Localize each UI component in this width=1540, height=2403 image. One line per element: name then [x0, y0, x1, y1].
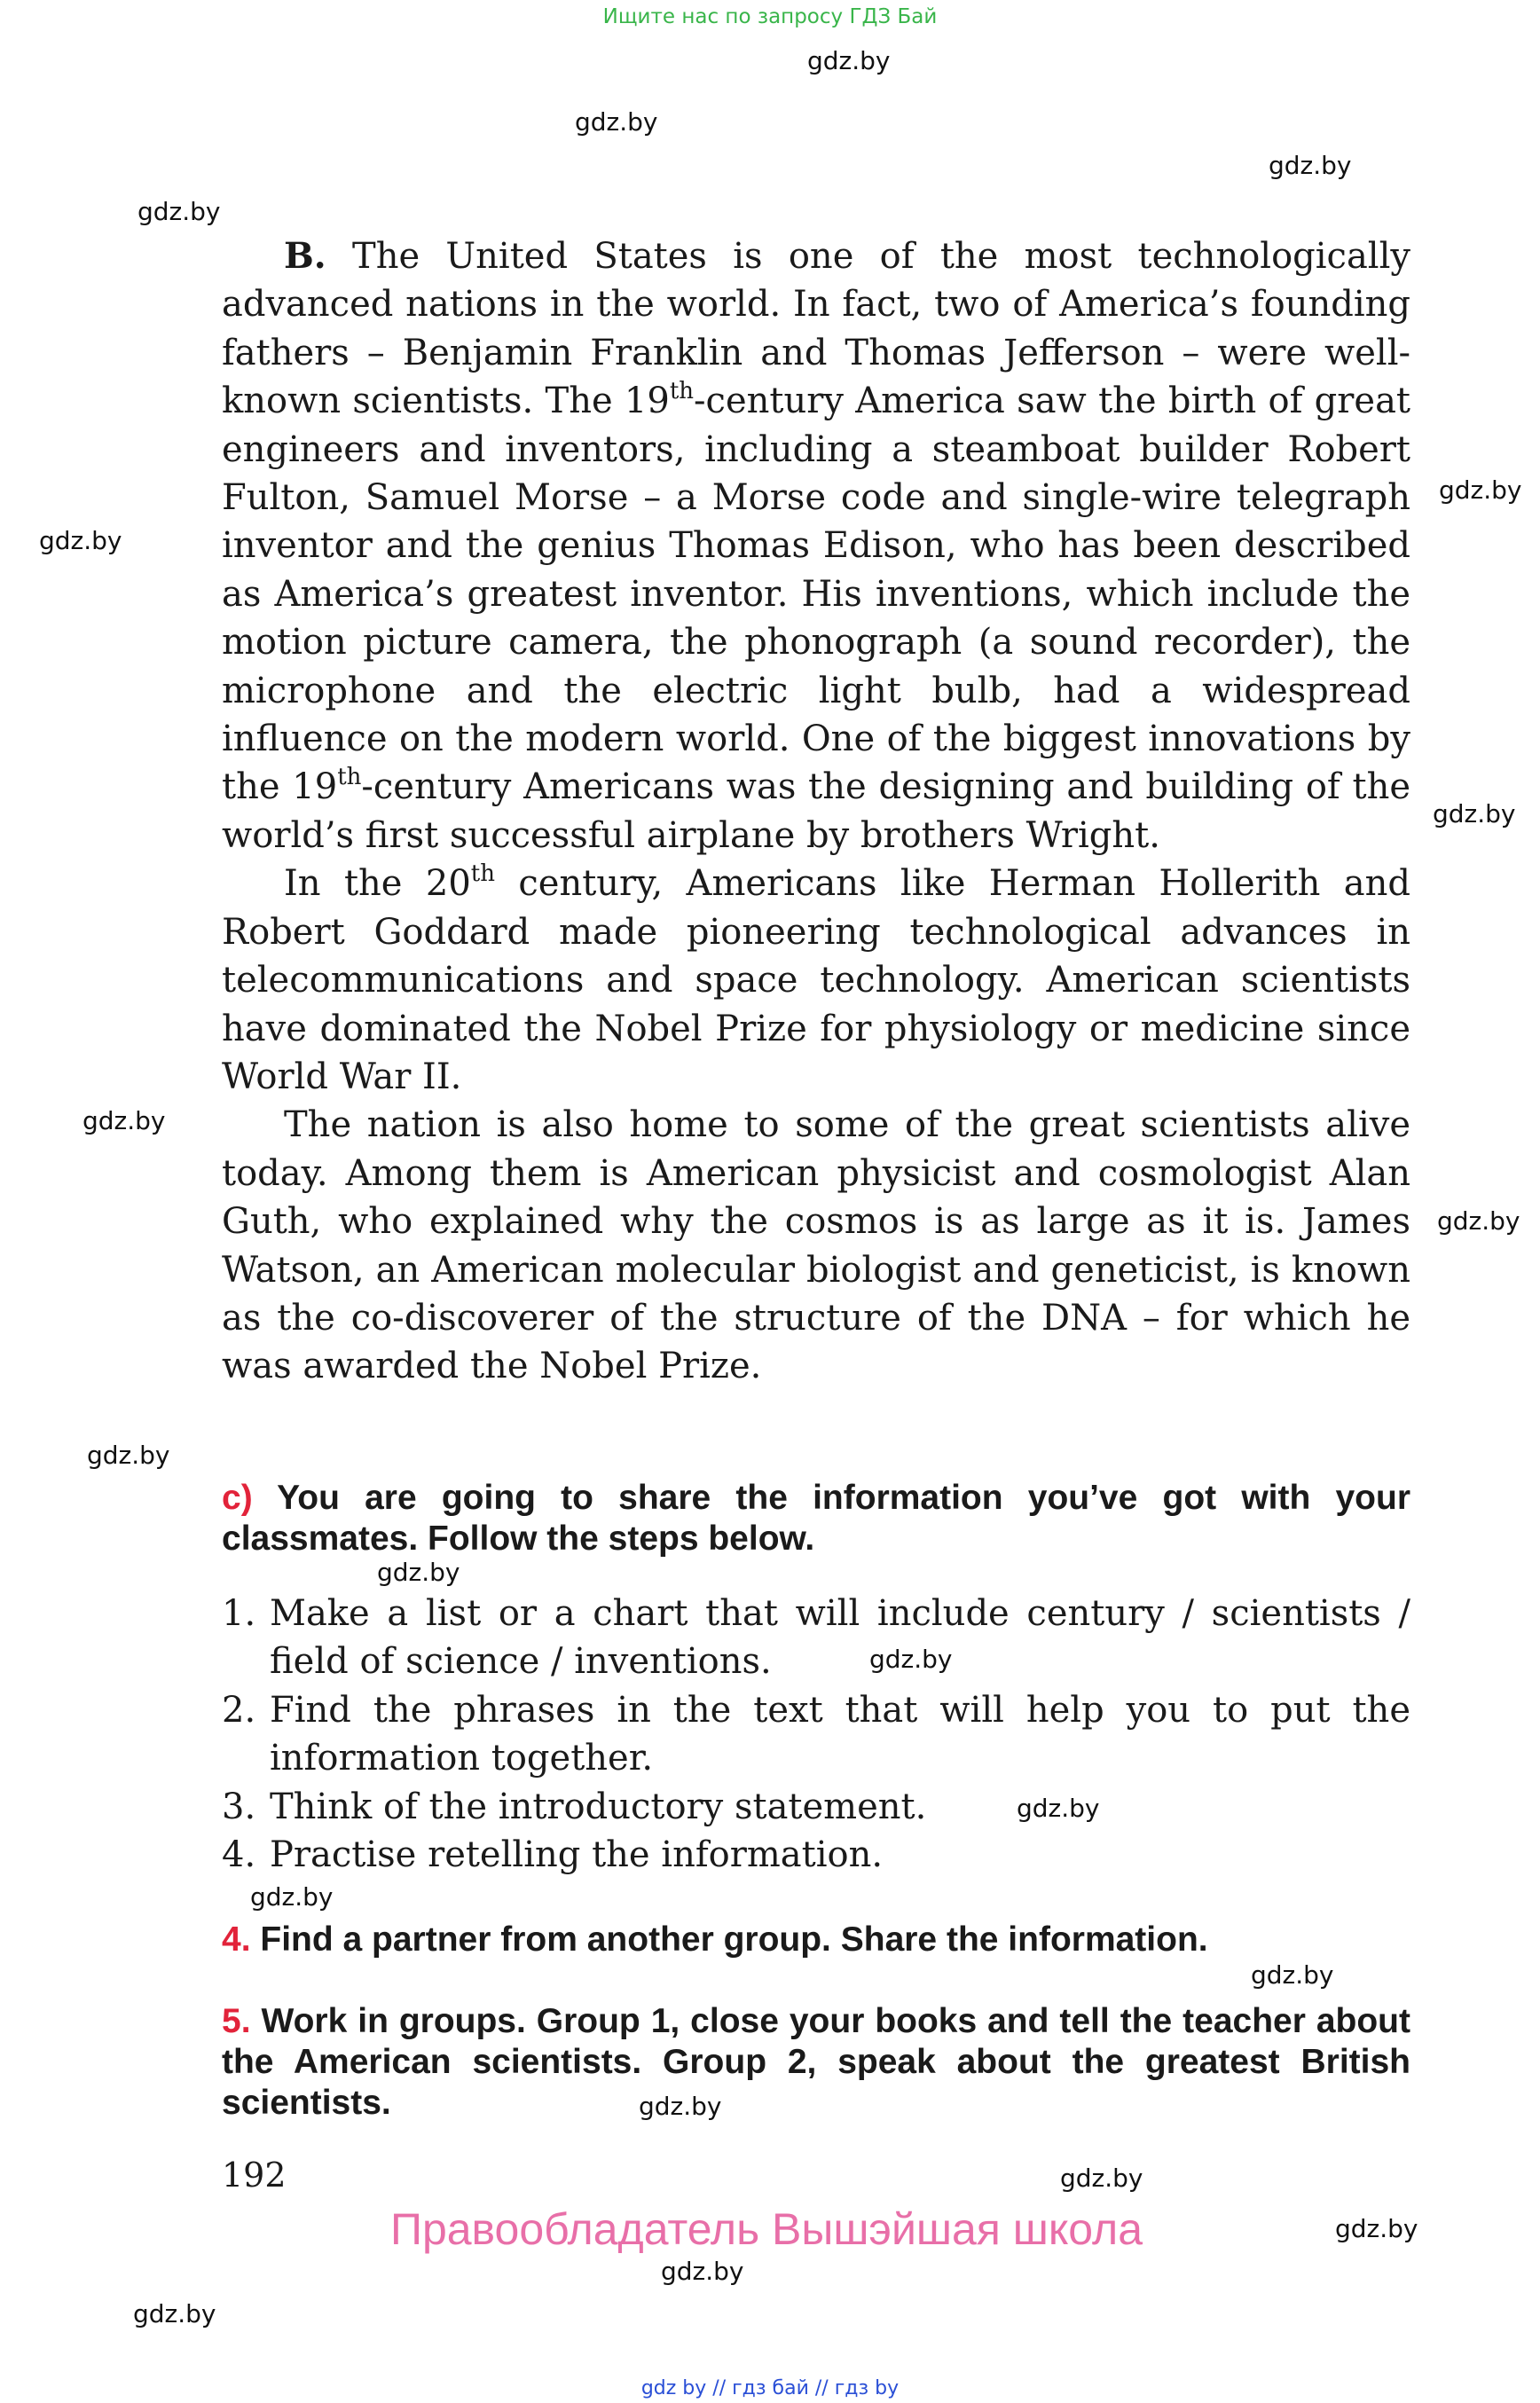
- task-5: [222, 2001, 1410, 2124]
- watermark: gdz.by: [39, 526, 122, 555]
- watermark: gdz.by: [1433, 799, 1516, 828]
- task-4: [222, 1920, 1410, 1960]
- section-b-text: [222, 232, 1410, 1391]
- paragraph-2-part-b: century, Americans like Herman Hollerith and Robert Goddard made pioneering technological advances in telecommunications and space technology. American scientists have dominated the Nobel Prize for physiology or medicine since World War II.: [222, 863, 1410, 1097]
- paragraph-2-part-a: In the 20: [284, 863, 471, 905]
- list-item: [222, 1831, 1410, 1879]
- footer-links[interactable]: gdz by // гдз бай // гдз by: [640, 2377, 900, 2399]
- step-number: 4.: [222, 1834, 256, 1876]
- watermark: gdz.by: [1439, 475, 1522, 505]
- task-5-text: Work in groups. Group 1, close your books and tell the teacher about the American scientists. Group 2, speak about the greatest British scientists.: [222, 2002, 1410, 2122]
- task-c-text: You are going to share the information you’ve got with your classmates. Follow the steps below.: [222, 1479, 1410, 1558]
- list-item: [222, 1686, 1410, 1783]
- watermark: gdz.by: [138, 197, 221, 226]
- watermark: gdz.by: [377, 1558, 460, 1587]
- watermark: gdz.by: [1335, 2214, 1418, 2243]
- watermark: gdz.by: [639, 2092, 722, 2121]
- step-text: Find the phrases in the text that will help you to put the information together.: [270, 1689, 1410, 1779]
- search-hint-link[interactable]: Ищите нас по запросу ГДЗ Бай: [602, 5, 938, 28]
- task-c-label: c): [222, 1479, 253, 1517]
- watermark: gdz.by: [1017, 1794, 1100, 1823]
- watermark: gdz.by: [869, 1645, 953, 1674]
- section-label: B.: [284, 235, 326, 277]
- superscript: th: [337, 764, 362, 791]
- watermark: gdz.by: [133, 2299, 216, 2328]
- paragraph-1: [222, 232, 1410, 860]
- watermark: gdz.by: [250, 1882, 334, 1912]
- task-c: [222, 1478, 1410, 1559]
- superscript: th: [669, 377, 695, 404]
- task-4-text: Find a partner from another group. Share the information.: [260, 1920, 1208, 1959]
- paragraph-2: [222, 860, 1410, 1101]
- watermark: gdz.by: [1251, 1960, 1334, 1990]
- watermark: gdz.by: [1060, 2163, 1143, 2193]
- paragraph-3: The nation is also home to some of the great scientists alive today. Among them is American physicist and cosmologist Alan Guth, who explained why the cosmos is as large as it is. James Watson, an American molecular biologist and geneticist, is known as the co-discoverer of the structure of the DNA – for which he was awarded the Nobel Prize.: [222, 1104, 1410, 1387]
- rights-holder: Правообладатель Вышэйшая школа: [390, 2204, 1143, 2254]
- watermark: gdz.by: [807, 46, 891, 75]
- task-5-label: 5.: [222, 2002, 251, 2040]
- superscript: th: [470, 860, 495, 887]
- task-4-label: 4.: [222, 1920, 251, 1959]
- watermark: gdz.by: [1269, 151, 1352, 180]
- steps-list: [222, 1590, 1410, 1879]
- step-number: 2.: [222, 1689, 256, 1731]
- step-number: 3.: [222, 1786, 256, 1827]
- page-number: 192: [222, 2156, 287, 2195]
- step-text: Make a list or a chart that will include century / scientists / field of science / inventions.: [270, 1593, 1410, 1683]
- paragraph-1-part-a: The United States is one of the most technologically advanced nations in the world. In fact, two of America’s founding fathers – Benjamin Franklin and Thomas Jefferson – were well-known scientists. The 19: [222, 236, 1410, 422]
- list-item: [222, 1590, 1410, 1686]
- watermark: gdz.by: [1437, 1206, 1520, 1236]
- list-item: [222, 1783, 1410, 1831]
- watermark: gdz.by: [575, 107, 658, 137]
- watermark: gdz.by: [661, 2257, 744, 2286]
- paragraph-1-part-c: -century Americans was the designing and building of the world’s first successful airplane by brothers Wright.: [222, 766, 1411, 856]
- step-text: Think of the introductory statement.: [270, 1786, 927, 1827]
- watermark: gdz.by: [87, 1441, 170, 1470]
- step-text: Practise retelling the information.: [270, 1834, 884, 1876]
- paragraph-1-part-b: -century America saw the birth of great engineers and inventors, including a steamboat builder Robert Fulton, Samuel Morse – a Morse code and single-wire telegraph inventor and the genius Thomas Edison, who has been described as America’s greatest inventor. His inventions, which include the motion picture camera, the phonograph (a sound recorder), the microphone and the electric light bulb, had a widespread influence on the modern world. One of the biggest innovations by the 19: [222, 381, 1410, 808]
- watermark: gdz.by: [82, 1106, 166, 1135]
- step-number: 1.: [222, 1593, 256, 1634]
